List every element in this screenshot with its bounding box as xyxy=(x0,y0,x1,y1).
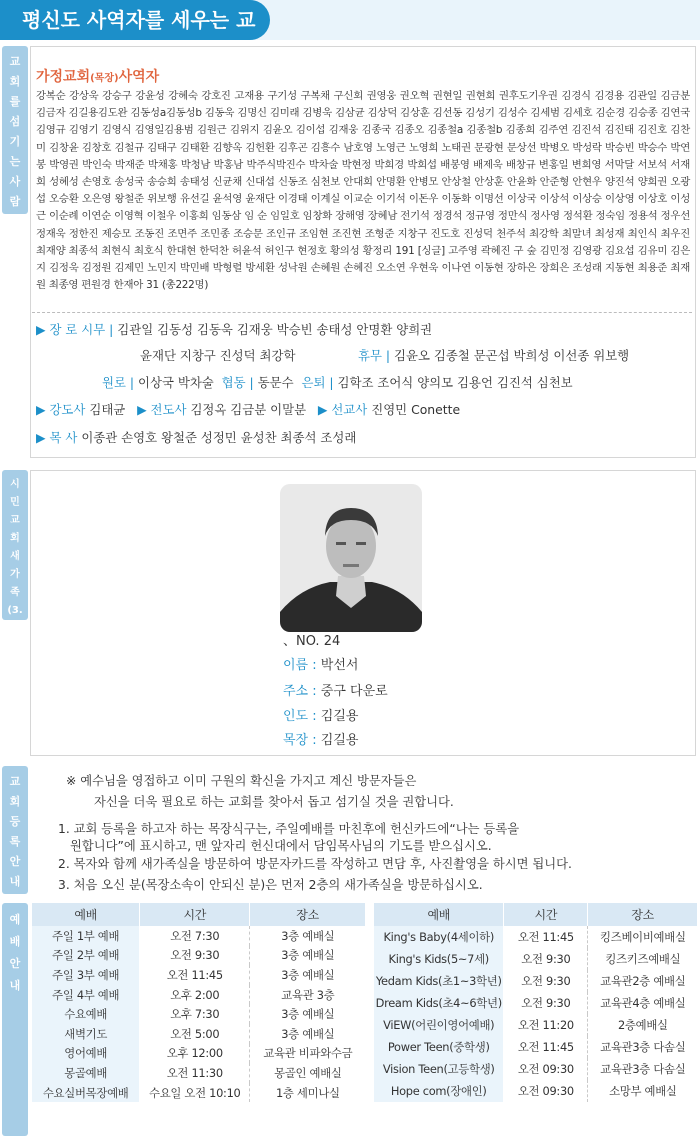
divider xyxy=(32,312,692,313)
time-cell: 수요일 오전 10:10 xyxy=(140,1083,250,1103)
guide-label: 인도 : xyxy=(283,709,317,724)
guide-line xyxy=(283,705,358,724)
time-cell: 오전 7:30 xyxy=(140,926,250,946)
registration-item-2: 2. 목자와 함께 새가족실을 방문하여 방문자카드를 작성하고 면담 후, 사진촬영을 하시면 됩니다. xyxy=(58,857,572,871)
preacher-label: ▶ 전도사 xyxy=(137,402,187,417)
time-cell: 오전 11:30 xyxy=(140,1063,250,1083)
side-label-text: 교회를섬기는사람들 xyxy=(9,55,21,228)
side-label-text: 예배안내 xyxy=(9,913,21,992)
registration-item-1a: 1. 교회 등록을 하고자 하는 목장식구는, 주일예배를 마친후에 헌신카드에“나는 등록을 xyxy=(58,822,520,836)
header-service: 예배 xyxy=(374,903,504,926)
place-cell: 교육관3층 다솜실 xyxy=(600,1040,686,1054)
service-cell: King's Kids(5~7세) xyxy=(374,948,504,970)
time-cell: 오전 11:45 xyxy=(504,1036,588,1058)
table-row xyxy=(374,1014,698,1036)
leader-label: 목장 : xyxy=(283,733,317,748)
side-label-ministers xyxy=(2,46,28,228)
evangelist-label: ▶ 강도사 xyxy=(36,402,86,417)
service-cell: Vision Teen(고등학생) xyxy=(374,1058,504,1080)
service-cell: 수요실버목장예배 xyxy=(32,1083,140,1103)
place-cell: 2층예배실 xyxy=(617,1018,668,1032)
table-row xyxy=(32,965,366,985)
pastor-row xyxy=(36,429,356,447)
place-cell: 몽골인 예배실 xyxy=(274,1065,342,1080)
associate-names: 동문수 xyxy=(257,375,294,390)
retired-names: 김학조 조어식 양의모 김용언 김진석 심천보 xyxy=(337,375,573,390)
elder-label: ▶ 장 로 시무 | xyxy=(36,322,114,337)
table-row xyxy=(32,1024,366,1044)
table-row xyxy=(374,948,698,970)
address-label: 주소 : xyxy=(283,684,317,699)
new-family-no: 、NO. 24 xyxy=(283,634,341,649)
header-place: 장소 xyxy=(250,903,366,926)
registration-item-1b: 원합니다”에 표시하고, 맨 앞자리 헌신대에서 담임목사님의 기도를 받으십시오. xyxy=(70,839,492,853)
time-cell: 오후 7:30 xyxy=(140,1004,250,1024)
pastor-label: ▶ 목 사 xyxy=(36,430,78,445)
missionary-label: ▶ 선교사 xyxy=(317,402,368,417)
missionary-names: 진영민 Conette xyxy=(371,402,461,417)
time-cell: 오전 09:30 xyxy=(504,1058,588,1080)
worship-table-youth xyxy=(374,903,698,1102)
time-cell: 오전 9:30 xyxy=(140,946,250,966)
name-value: 박선서 xyxy=(320,658,359,673)
time-cell: 오전 09:30 xyxy=(504,1080,588,1102)
time-cell: 오전 9:30 xyxy=(504,970,588,992)
service-cell: 주일 3부 예배 xyxy=(32,965,140,985)
time-cell: 오전 11:20 xyxy=(504,1014,588,1036)
place-cell: 1층 세미나실 xyxy=(275,1085,340,1100)
ministers-title xyxy=(36,66,159,86)
table-row xyxy=(32,1004,366,1024)
place-cell: 교육관4층 예배실 xyxy=(600,996,686,1010)
elder-active-2: 윤재단 지창구 진성덕 최강학 xyxy=(140,348,296,363)
side-label-text: 교회등록안내 xyxy=(9,775,21,888)
table-row xyxy=(374,1058,698,1080)
service-cell: Power Teen(중학생) xyxy=(374,1036,504,1058)
side-label-worship xyxy=(2,903,28,1136)
service-cell: Dream Kids(초4~6학년) xyxy=(374,992,504,1014)
associate-label: 협동 | xyxy=(221,375,254,390)
leader-line xyxy=(283,729,358,748)
emeritus-label: 원로 | xyxy=(102,375,135,390)
side-label-new-family xyxy=(2,470,28,652)
place-cell: 교육관 비파와수금 xyxy=(263,1046,353,1061)
place-cell: 교육관 3층 xyxy=(281,987,335,1002)
emeritus-row xyxy=(102,374,573,392)
time-cell: 오전 9:30 xyxy=(504,992,588,1014)
preacher-names: 김정옥 김금분 이말분 xyxy=(190,402,307,417)
pastor-names: 이종관 손영호 왕철준 성정민 윤성찬 최종석 조성래 xyxy=(81,430,357,445)
place-cell: 3층 예배실 xyxy=(281,928,335,943)
service-cell: King's Baby(4세이하) xyxy=(374,926,504,948)
member-photo xyxy=(280,484,422,632)
place-cell: 교육관2층 예배실 xyxy=(600,974,686,988)
time-cell: 오후 12:00 xyxy=(140,1044,250,1064)
person-photo-icon xyxy=(280,484,422,632)
table-row xyxy=(32,946,366,966)
service-cell: 주일 1부 예배 xyxy=(32,926,140,946)
time-cell: 오전 9:30 xyxy=(504,948,588,970)
service-cell: ViEW(어린이영어예배) xyxy=(374,1014,504,1036)
evangelist-names: 김태균 xyxy=(89,402,126,417)
registration-item-3: 3. 처음 오신 분(목장소속이 안되신 분)은 먼저 2층의 새가족실을 방문하십시오. xyxy=(58,878,483,892)
resting-row xyxy=(358,347,629,365)
leader-value: 김길용 xyxy=(320,733,359,748)
place-cell: 3층 예배실 xyxy=(281,948,335,963)
worship-table-adult xyxy=(32,903,366,1102)
place-cell: 3층 예배실 xyxy=(281,1007,335,1022)
name-line xyxy=(283,654,358,673)
name-label: 이름 : xyxy=(283,658,317,673)
service-cell: Hope com(장애인) xyxy=(374,1080,504,1102)
page-title: 평신도 사역자를 세우는 교 xyxy=(0,0,270,40)
table-row xyxy=(374,926,698,948)
place-cell: 킹즈베이비예배실 xyxy=(600,930,686,944)
service-cell: 새벽기도 xyxy=(32,1024,140,1044)
table-row xyxy=(374,1036,698,1058)
table-row xyxy=(374,970,698,992)
title-main: 가정교회 xyxy=(36,69,91,85)
registration-note-2: 자신을 더욱 필요로 하는 교회를 찾아서 돕고 섬기실 것을 권합니다. xyxy=(94,795,454,809)
table-row xyxy=(32,1083,366,1103)
time-cell: 오후 2:00 xyxy=(140,985,250,1005)
resting-label: 휴무 | xyxy=(358,348,391,363)
time-cell: 오전 5:00 xyxy=(140,1024,250,1044)
address-line xyxy=(283,680,388,699)
registration-note-1: ※ 예수님을 영접하고 이미 구원의 확신을 가지고 계신 방문자들은 xyxy=(66,774,417,788)
header-service: 예배 xyxy=(32,903,140,926)
title-end: 사역자 xyxy=(118,69,160,85)
table-row xyxy=(32,985,366,1005)
emeritus-names: 이상국 박차술 xyxy=(138,375,214,390)
guide-value: 김길용 xyxy=(320,709,359,724)
elder-row-2 xyxy=(140,347,295,365)
side-label-registration xyxy=(2,766,28,894)
service-cell: Yedam Kids(초1~3학년) xyxy=(374,970,504,992)
elder-active: 김관일 김동성 김동욱 김재웅 박승빈 송태성 안명환 양희권 xyxy=(117,322,433,337)
elder-row xyxy=(36,321,432,339)
service-cell: 수요예배 xyxy=(32,1004,140,1024)
service-cell: 주일 2부 예배 xyxy=(32,946,140,966)
time-cell: 오전 11:45 xyxy=(504,926,588,948)
place-cell: 교육관3층 다솜실 xyxy=(600,1062,686,1076)
table-row xyxy=(32,1063,366,1083)
table-header-row xyxy=(32,903,366,926)
table-row xyxy=(32,926,366,946)
address-value: 중구 다운로 xyxy=(320,684,388,699)
table-row xyxy=(374,1080,698,1102)
retired-label: 은퇴 | xyxy=(301,375,334,390)
minister-names: 강복순 강상욱 강승구 강윤성 강혜숙 강호진 고재용 구기성 구복채 구신회 권영웅 권오혁 권현일 권현희 권후도기우권 김경식 김경용 김관일 김금분 김금자 김길용김도완 김동성a김동성b 김동욱 김명신 김미래 김병욱 김삼균 김상덕 김상훈 김선동 김성기 김성수 김세범 김세호 김순경 김승종 김연국 김영규 김영기 김영식 김영일김용범 김원근 김위지 김윤오 김이섭 김재웅 김종국 김종오 김종철a 김종철b 김종희 김주연 김진석 김진태 김진호 김찬미 김창윤 김창호 김철규 김태구 김태환 김향옥 김헌환 김후곤 김흥수 남호영 노영근 노영희 노태권 문광현 문상선 박병오 박성락 박승빈 박승수 박연봉 박영권 박인숙 박재준 박채홍 박청남 박홍남 박주식박진수 박차술 박현정 박희경 박희섭 배봉영 배제욱 배창규 변홍일 변희영 서막달 서보석 서재희 성혜성 손영호 송성국 송승희 송태성 신균채 신대섭 신동조 심천보 안대희 안명환 안병모 안상철 안상훈 안윤화 안준형 안현우 양진석 양희권 오광섭 오승환 오은영 왕철준 위보행 유선길 윤석영 윤재단 이경태 이계실 이교순 이기석 이돈우 이동화 이명선 이상국 이상석 이상승 이상영 이상호 이성근 이순례 이연순 이영혁 이철우 이홍희 임동삼 임 순 임일호 임창화 장해영 장혜남 전기석 정경석 정규영 정만식 정사영 정석환 정숙임 정용석 정우선 정재욱 정한진 제승모 조동진 조면주 조민종 조승문 조인규 조임현 조진현 조형준 지창구 진도호 진성덕 천주석 최강학 최말녀 최성재 최인식 최우진 최재양 최종석 최현식 최호식 한대현 한덕찬 허윤석 허인구 현정호 황의성 황정리 191 [싱글] 고주영 곽혜진 구 숲 김민정 김영광 김요섭 김유미 김은지 김정욱 김정원 김제민 노민지 박민배 박형렬 방세환 성낙원 손혜원 손혜진 오소연 우현욱 이나연 이동현 장하은 장희은 조성래 지동현 최용준 최재원 최종영 편원경 한재아 31 (총222명) xyxy=(36,90,690,292)
table-row xyxy=(374,992,698,1014)
title-sub: (목장) xyxy=(90,73,119,84)
place-cell: 소망부 예배실 xyxy=(609,1084,677,1098)
place-cell: 킹즈키즈예배실 xyxy=(605,952,681,966)
header-time: 시간 xyxy=(140,903,250,926)
service-cell: 몽골예배 xyxy=(32,1063,140,1083)
resting-names: 김윤오 김종철 문곤섭 박희성 이선종 위보행 xyxy=(394,348,630,363)
table-header-row xyxy=(374,903,698,926)
table-row xyxy=(32,1044,366,1064)
place-cell: 3층 예배실 xyxy=(281,967,335,982)
header-place: 장소 xyxy=(588,903,698,926)
evangelist-row xyxy=(36,401,460,419)
service-cell: 주일 4부 예배 xyxy=(32,985,140,1005)
place-cell: 3층 예배실 xyxy=(281,1026,335,1041)
time-cell: 오전 11:45 xyxy=(140,965,250,985)
side-label-text: 시민교회새가족(3.26) xyxy=(7,479,23,652)
service-cell: 영어예배 xyxy=(32,1044,140,1064)
header-time: 시간 xyxy=(504,903,588,926)
